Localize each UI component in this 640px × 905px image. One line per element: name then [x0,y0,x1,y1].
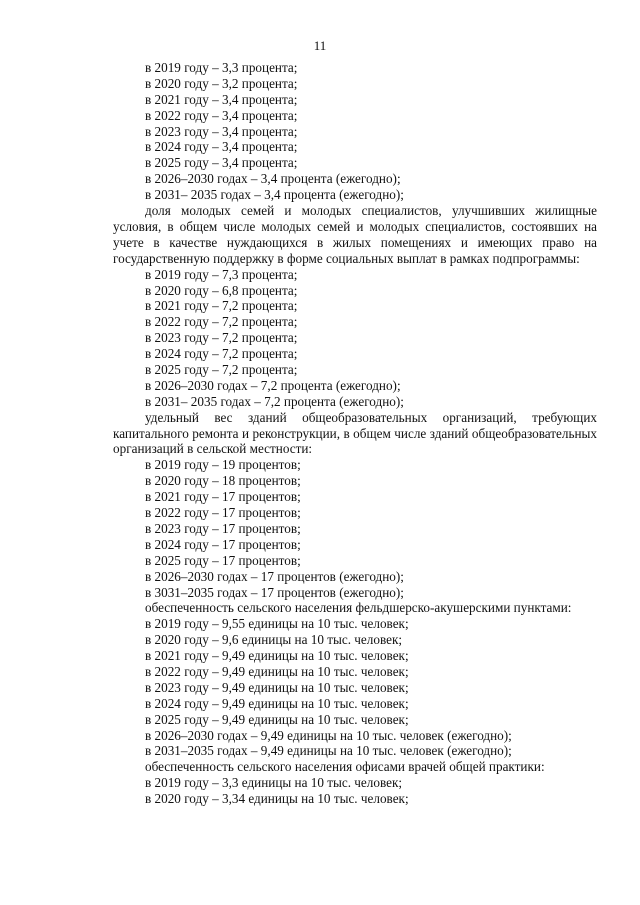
list-item: в 2019 году – 3,3 единицы на 10 тыс. человек; [145,775,403,791]
list-item: в 2024 году – 3,4 процента; [145,139,298,155]
section-intro: обеспеченность сельского населения фельдшерско-акушерскими пунктами: [145,600,572,616]
list-item: в 2019 году – 19 процентов; [145,457,301,473]
list-item: в 2020 году – 18 процентов; [145,473,301,489]
list-item: в 2024 году – 17 процентов; [145,536,301,552]
section-intro: доля молодых семей и молодых специалистов, улучшивших жилищные условия, в общем числе молодых семей и молодых специалистов, состоявших на учете в качестве нуждающихся в жилых помещениях и имеющих право на государственную поддержку в форме социальных выплат в рамках подпрограммы: [113,203,597,266]
section-2 [113,203,597,410]
page-number: 11 [313,38,327,53]
section-4 [113,600,597,759]
list-item: в 2019 году – 9,55 единицы на 10 тыс. человек; [145,616,409,632]
list-item: в 2022 году – 9,49 единицы на 10 тыс. человек; [145,663,409,679]
list-item: в 2021 году – 17 процентов; [145,489,301,505]
section-5 [113,759,597,807]
list-item: в 2020 году – 9,6 единицы на 10 тыс. человек; [145,632,403,648]
section-intro: удельный вес зданий общеобразовательных организаций, требующих капитального ремонта и реконструкции, в общем числе зданий общеобразовательных организаций в сельской местности: [113,409,597,457]
list-item: в 2023 году – 7,2 процента; [145,330,298,346]
list-item: в 2031– 2035 годах – 7,2 процента (ежегодно); [145,393,404,409]
list-item: в 2026–2030 годах – 9,49 единицы на 10 тыс. человек (ежегодно); [145,727,512,743]
list-item: в 2025 году – 7,2 процента; [145,361,298,377]
list-item: в 2021 году – 7,2 процента; [145,298,298,314]
list-item: в 3031–2035 годах – 17 процентов (ежегодно); [145,584,404,600]
list-item: в 2024 году – 9,49 единицы на 10 тыс. человек; [145,695,409,711]
list-item: в 2024 году – 7,2 процента; [145,346,298,362]
section-1 [113,60,597,203]
list-item: в 2025 году – 17 процентов; [145,552,301,568]
list-item: в 2019 году – 3,3 процента; [145,60,298,75]
section-3 [113,410,597,601]
list-item: в 2023 году – 3,4 процента; [145,123,298,139]
list-item: в 2021 году – 3,4 процента; [145,91,298,107]
list-item: в 2026–2030 годах – 3,4 процента (ежегодно); [145,171,401,187]
list-item: в 2020 году – 3,2 процента; [145,75,298,91]
list-item: в 2021 году – 9,49 единицы на 10 тыс. человек; [145,648,409,664]
section-intro: обеспеченность сельского населения офисами врачей общей практики: [145,759,545,775]
list-item: в 2025 году – 9,49 единицы на 10 тыс. человек; [145,711,409,727]
list-item: в 2023 году – 17 процентов; [145,520,301,536]
list-item: в 2023 году – 9,49 единицы на 10 тыс. человек; [145,679,409,695]
list-item: в 2019 году – 7,3 процента; [145,266,298,282]
list-item: в 2022 году – 3,4 процента; [145,107,298,123]
list-item: в 2020 году – 3,34 единицы на 10 тыс. человек; [145,791,409,807]
document-body [113,60,597,807]
list-item: в 2026–2030 годах – 17 процентов (ежегодно); [145,568,404,584]
list-item: в 2022 году – 7,2 процента; [145,314,298,330]
list-item: в 2022 году – 17 процентов; [145,505,301,521]
list-item: в 2025 году – 3,4 процента; [145,155,298,171]
list-item: в 2031–2035 годах – 9,49 единицы на 10 тыс. человек (ежегодно); [145,743,512,759]
list-item: в 2026–2030 годах – 7,2 процента (ежегодно); [145,377,401,393]
list-item: в 2020 году – 6,8 процента; [145,282,298,298]
list-item: в 2031– 2035 годах – 3,4 процента (ежегодно); [145,187,404,203]
